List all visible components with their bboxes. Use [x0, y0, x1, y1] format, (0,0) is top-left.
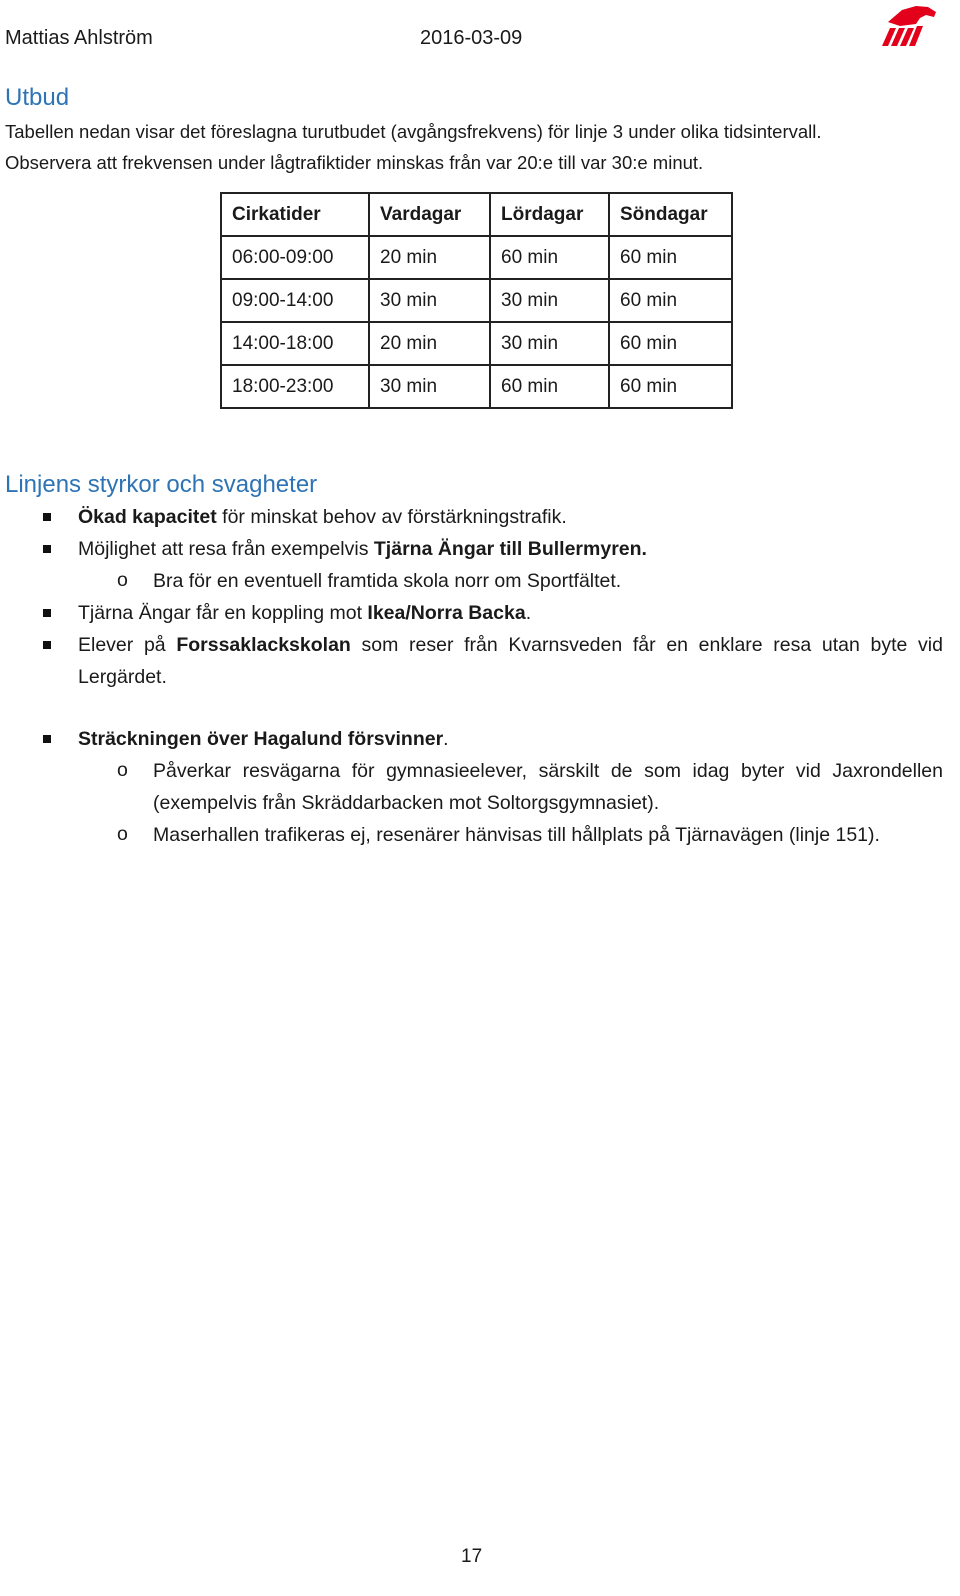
table-cell: 60 min [490, 365, 609, 408]
square-bullet-icon [43, 641, 51, 649]
table-row [221, 365, 732, 408]
table-cell: 60 min [609, 236, 732, 279]
list-item [78, 533, 647, 565]
table-row [221, 279, 732, 322]
square-bullet-icon [43, 545, 51, 553]
table-cell: 30 min [369, 279, 490, 322]
sub-list-item: Bra för en eventuell framtida skola norr om Sportfältet. [153, 570, 622, 592]
list-item [78, 501, 567, 533]
list-item [78, 629, 943, 693]
table-header-cell: Söndagar [609, 193, 732, 236]
table-cell: 60 min [609, 322, 732, 365]
table-cell: 20 min [369, 322, 490, 365]
bold-text: Tjärna Ängar till Bullermyren. [373, 538, 647, 560]
table-cell: 60 min [609, 365, 732, 408]
text: . [525, 602, 532, 624]
text: som reser från Kvarnsveden får en enklare resa utan byte vid Lergärdet. [78, 634, 943, 688]
bold-text: Ökad kapacitet [78, 506, 217, 528]
table-cell: 30 min [369, 365, 490, 408]
circle-bullet-icon: o [117, 759, 128, 781]
table-row [221, 322, 732, 365]
table-header-row [221, 193, 732, 236]
table-cell: 18:00-23:00 [221, 365, 369, 408]
header-author: Mattias Ahlström [5, 27, 153, 49]
page-number: 17 [461, 1546, 483, 1567]
logo-horse-head [888, 6, 936, 26]
table-cell: 30 min [490, 279, 609, 322]
text: Elever på [78, 634, 177, 656]
text: . [443, 728, 449, 750]
table-cell: 14:00-18:00 [221, 322, 369, 365]
text: Möjlighet att resa från exempelvis [78, 538, 374, 560]
table-header-cell: Vardagar [369, 193, 490, 236]
table-cell: 09:00-14:00 [221, 279, 369, 322]
header-date: 2016-03-09 [420, 27, 523, 49]
sub-list-item: Maserhallen trafikeras ej, resenärer hänvisas till hållplats på Tjärnavägen (linje 151). [153, 824, 880, 846]
text: för minskat behov av förstärkningstrafik. [216, 506, 567, 528]
list-item [78, 723, 449, 755]
bold-text: Forssaklackskolan [176, 634, 351, 656]
table-header-cell: Cirkatider [221, 193, 369, 236]
intro-paragraph [5, 116, 955, 178]
square-bullet-icon [43, 513, 51, 521]
section-heading-utbud: Utbud [5, 84, 70, 111]
table-cell: 20 min [369, 236, 490, 279]
text: Tjärna Ängar får en koppling mot [78, 602, 368, 624]
section-heading-strengths-weaknesses: Linjens styrkor och svagheter [5, 471, 318, 498]
table-cell: 60 min [609, 279, 732, 322]
bold-text: Ikea/Norra Backa [367, 602, 526, 624]
bold-text: Sträckningen över Hagalund försvinner [78, 728, 444, 750]
circle-bullet-icon: o [117, 823, 128, 845]
table-cell: 60 min [490, 236, 609, 279]
departure-frequency-table [220, 192, 733, 409]
sub-list-item: Påverkar resvägarna för gymnasieelever, särskilt de som idag byter vid Jaxrondellen (exempelvis från Skräddarbacken mot Soltorgsgymnasiet). [153, 760, 943, 814]
table-cell: 30 min [490, 322, 609, 365]
red-horse-logo-icon [880, 4, 938, 48]
list-item [78, 597, 531, 629]
square-bullet-icon [43, 609, 51, 617]
intro-line-1: Tabellen nedan visar det föreslagna turutbudet (avgångsfrekvens) för linje 3 under olika tidsintervall. [5, 121, 822, 142]
table-cell: 06:00-09:00 [221, 236, 369, 279]
square-bullet-icon [43, 735, 51, 743]
intro-line-2: Observera att frekvensen under lågtrafiktider minskas från var 20:e till var 30:e minut. [5, 152, 704, 173]
table-row [221, 236, 732, 279]
table-header-cell: Lördagar [490, 193, 609, 236]
logo-horse-legs [882, 26, 923, 46]
circle-bullet-icon: o [117, 569, 128, 591]
